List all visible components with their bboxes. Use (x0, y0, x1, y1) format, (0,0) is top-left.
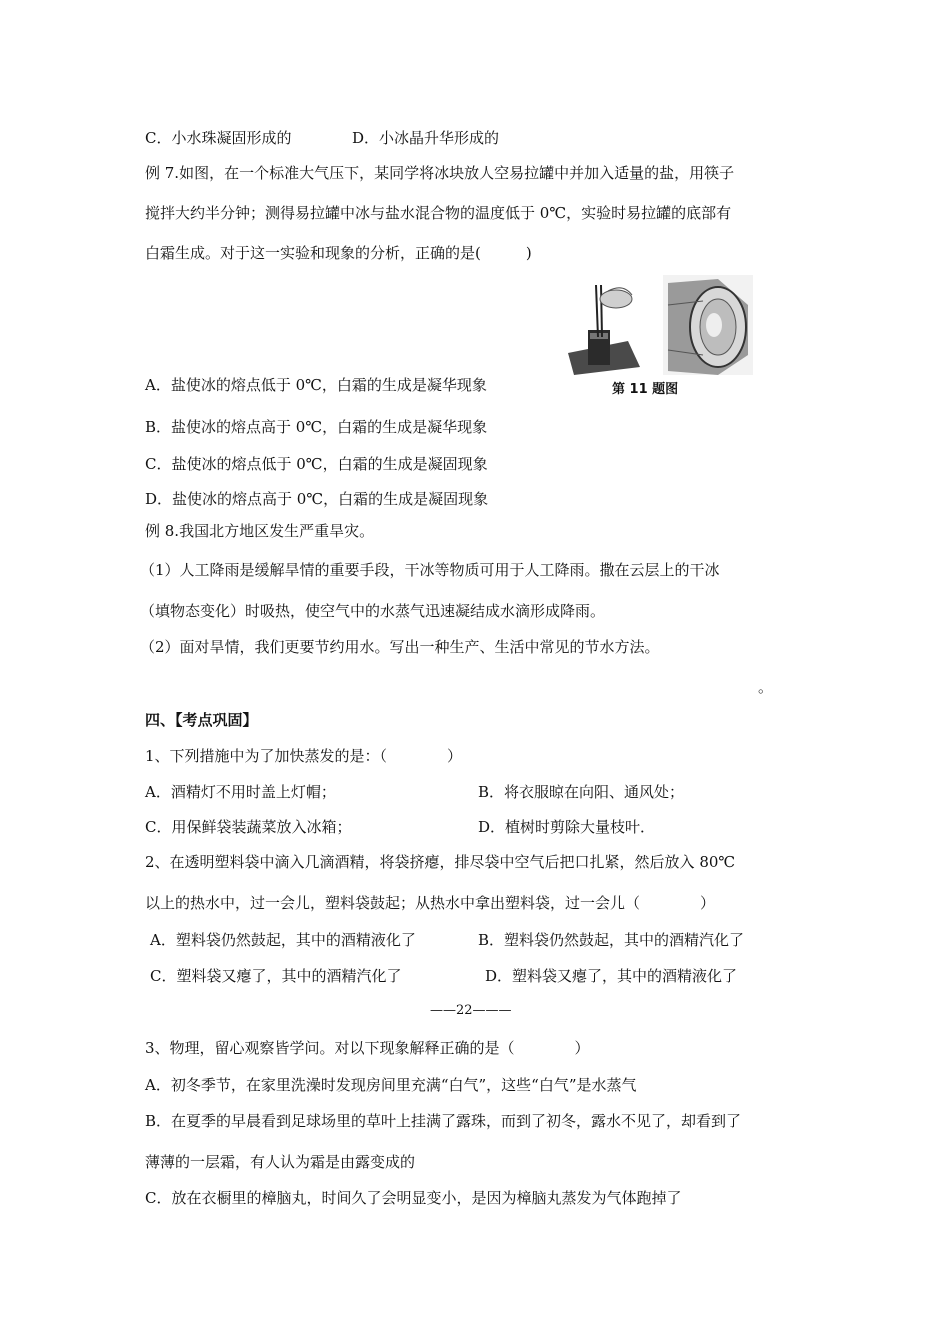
ex7-option-c: C．盐使冰的熔点低于 0℃，白霜的生成是凝固现象 (145, 455, 488, 473)
ex8-title: 例 8.我国北方地区发生严重旱灾。 (145, 522, 375, 540)
q3-option-b-line2: 薄薄的一层霜，有人认为霜是由露变成的 (145, 1153, 416, 1171)
ex8-part2: （2）面对旱情，我们更要节约用水。写出一种生产、生活中常见的节水方法。 (140, 638, 660, 656)
q3-stem: 3、物理，留心观察皆学问。对以下现象解释正确的是（ ） (145, 1039, 590, 1057)
q2-stem-line1: 2、在透明塑料袋中滴入几滴酒精，将袋挤瘪，排尽袋中空气后把口扎紧，然后放入 80℃ (145, 853, 736, 871)
q2-option-b: B．塑料袋仍然鼓起，其中的酒精汽化了 (478, 931, 745, 949)
q3-option-c: C．放在衣橱里的樟脑丸，时间久了会明显变小，是因为樟脑丸蒸发为气体跑掉了 (145, 1189, 682, 1207)
ex8-end-mark: 。 (758, 678, 774, 696)
experiment-photo-illustration (568, 275, 753, 380)
ex7-stem-line2: 搅拌大约半分钟；测得易拉罐中冰与盐水混合物的温度低于 0℃，实验时易拉罐的底部有 (145, 204, 732, 222)
q2-option-a: A．塑料袋仍然鼓起，其中的酒精液化了 (150, 931, 416, 949)
figure-caption: 第 11 题图 (612, 382, 679, 397)
q2-stem-line2: 以上的热水中，过一会儿，塑料袋鼓起；从热水中拿出塑料袋，过一会儿（ ） (145, 894, 716, 912)
q1-stem: 1、下列措施中为了加快蒸发的是：（ ） (145, 747, 463, 765)
ex7-option-b: B．盐使冰的熔点高于 0℃，白霜的生成是凝华现象 (145, 418, 488, 436)
q1-option-c: C．用保鲜袋装蔬菜放入冰箱； (145, 818, 352, 836)
page-number: ——22——— (430, 1003, 512, 1018)
section-heading: 四、【考点巩固】 (145, 711, 258, 729)
ex7-option-d: D．盐使冰的熔点高于 0℃，白霜的生成是凝固现象 (145, 490, 489, 508)
q2-option-c: C．塑料袋又瘪了，其中的酒精汽化了 (150, 967, 402, 985)
ex7-stem-line1: 例 7.如图，在一个标准大气压下，某同学将冰块放人空易拉罐中并加入适量的盐，用筷子 (145, 164, 735, 182)
q3-option-a: A．初冬季节，在家里洗澡时发现房间里充满“白气”，这些“白气”是水蒸气 (145, 1076, 637, 1094)
q1-option-a: A．酒精灯不用时盖上灯帽； (145, 783, 336, 801)
q6-option-c: C．小水珠凝固形成的 (145, 129, 292, 147)
ex7-stem-line3: 白霜生成。对于这一实验和现象的分析，正确的是( ) (145, 244, 532, 262)
q2-option-d: D．塑料袋又瘪了，其中的酒精液化了 (485, 967, 738, 985)
q3-option-b-line1: B．在夏季的早晨看到足球场里的草叶上挂满了露珠，而到了初冬，露水不见了，却看到了 (145, 1112, 742, 1130)
ex7-figure (568, 275, 753, 395)
q6-option-d: D．小冰晶升华形成的 (352, 129, 500, 147)
ex7-option-a: A．盐使冰的熔点低于 0℃，白霜的生成是凝华现象 (145, 376, 487, 394)
q1-option-b: B．将衣服晾在向阳、通风处； (478, 783, 685, 801)
q1-option-d: D．植树时剪除大量枝叶． (478, 818, 656, 836)
ex8-part1-line1: （1）人工降雨是缓解旱情的重要手段，干冰等物质可用于人工降雨。撒在云层上的干冰 (140, 561, 720, 579)
ex8-part1-line2: （填物态变化）时吸热，使空气中的水蒸气迅速凝结成水滴形成降雨。 (140, 602, 606, 620)
